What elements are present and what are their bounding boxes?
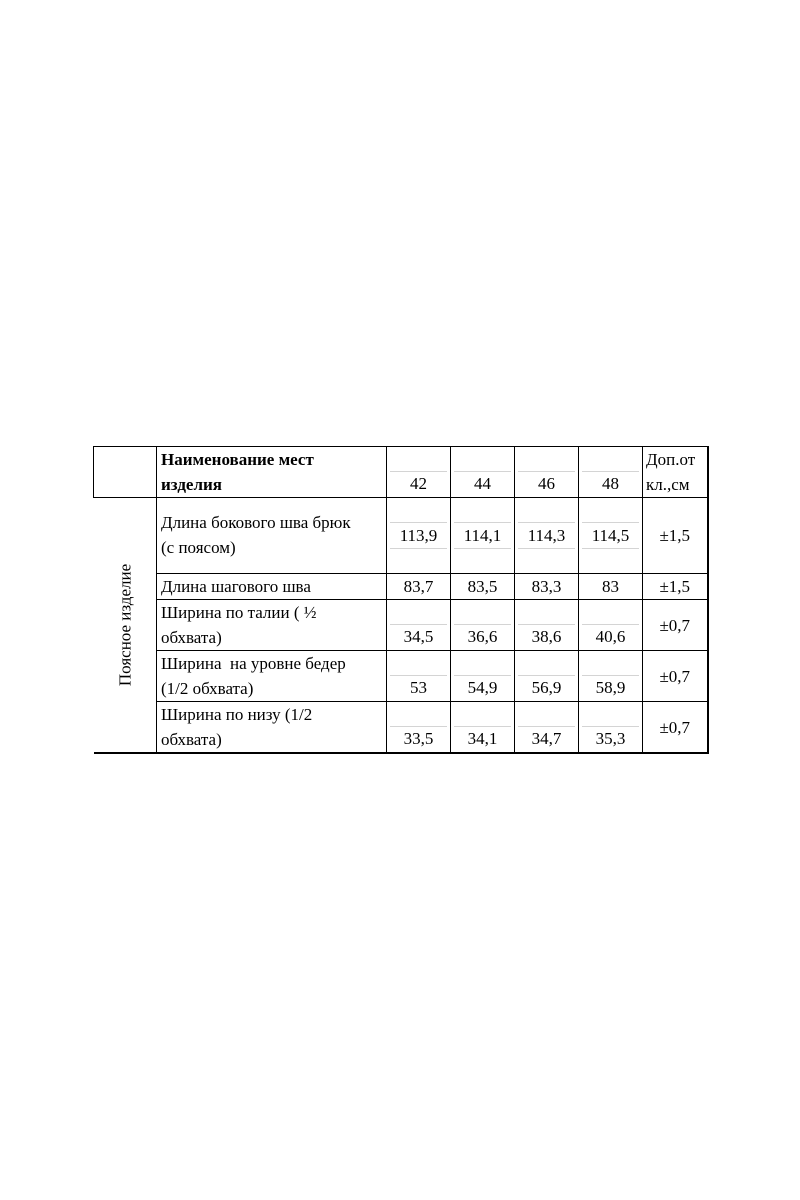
row-name-cell xyxy=(157,574,387,600)
tolerance-cell: ±0,7 xyxy=(643,651,708,702)
value-cell xyxy=(451,651,515,702)
value: 83 xyxy=(602,576,619,596)
value: 83,3 xyxy=(531,576,562,596)
header-size: 46 xyxy=(538,474,555,493)
header-tolerance-line1: Доп.от xyxy=(646,450,696,469)
value: 56,9 xyxy=(531,678,562,697)
group-cell xyxy=(94,498,157,754)
header-size: 44 xyxy=(474,474,491,493)
header-tolerance-line2: кл.,см xyxy=(646,475,690,494)
value: 54,9 xyxy=(467,678,498,697)
tolerance-cell: ±0,7 xyxy=(643,600,708,651)
corner-cell xyxy=(94,447,157,498)
row-name-cell xyxy=(157,498,387,574)
header-name-cell xyxy=(157,447,387,498)
header-size-cell xyxy=(515,447,579,498)
header-row xyxy=(94,447,708,498)
value-cell xyxy=(387,600,451,651)
value-cell xyxy=(579,651,643,702)
tolerance-cell: ±1,5 xyxy=(643,574,708,600)
value-cell xyxy=(387,498,451,574)
value: 114,1 xyxy=(463,525,502,545)
row-name-cell xyxy=(157,702,387,754)
row-name-line1: Ширина по низу (1/2 xyxy=(161,705,313,724)
size-table xyxy=(93,446,709,754)
row-name-line1: Длина шагового шва xyxy=(161,577,311,596)
group-label: Поясное изделие xyxy=(115,563,135,687)
value-cell xyxy=(515,498,579,574)
row-name-cell xyxy=(157,600,387,651)
row-name-line2: обхвата) xyxy=(161,628,222,647)
value: 53 xyxy=(410,678,427,697)
value-cell xyxy=(579,574,643,600)
value-cell xyxy=(515,574,579,600)
value-cell xyxy=(451,498,515,574)
value: 34,1 xyxy=(467,729,498,748)
value: 34,5 xyxy=(403,627,434,646)
value: 33,5 xyxy=(403,729,434,748)
tolerance-cell: ±0,7 xyxy=(643,702,708,754)
header-size-cell xyxy=(579,447,643,498)
header-size: 48 xyxy=(602,474,619,493)
value: 113,9 xyxy=(399,525,438,545)
value-cell xyxy=(579,702,643,754)
table-row xyxy=(94,651,708,702)
value: 38,6 xyxy=(531,627,562,646)
table-row xyxy=(94,600,708,651)
value: 40,6 xyxy=(595,627,626,646)
header-name-line2: изделия xyxy=(161,475,222,494)
value: 114,3 xyxy=(527,525,566,545)
table-row xyxy=(94,702,708,754)
value-cell xyxy=(579,498,643,574)
header-size: 42 xyxy=(410,474,427,493)
value-cell xyxy=(579,600,643,651)
value-cell xyxy=(451,702,515,754)
value-cell xyxy=(515,702,579,754)
value-cell xyxy=(387,702,451,754)
value: 36,6 xyxy=(467,627,498,646)
value: 35,3 xyxy=(595,729,626,748)
row-name-line1: Ширина по талии ( ½ xyxy=(161,603,317,622)
table-row xyxy=(94,498,708,574)
value-cell xyxy=(515,651,579,702)
value-cell xyxy=(451,574,515,600)
value: 114,5 xyxy=(591,525,630,545)
row-name-line1: Длина бокового шва брюк xyxy=(161,513,351,532)
header-size-cell xyxy=(387,447,451,498)
row-name-line2: (с поясом) xyxy=(161,538,236,557)
header-size-cell xyxy=(451,447,515,498)
value: 58,9 xyxy=(595,678,626,697)
row-name-line2: обхвата) xyxy=(161,730,222,749)
value-cell xyxy=(387,651,451,702)
table-row xyxy=(94,574,708,600)
value: 83,7 xyxy=(403,576,434,596)
row-name-cell xyxy=(157,651,387,702)
header-tolerance-cell xyxy=(643,447,708,498)
tolerance-cell: ±1,5 xyxy=(643,498,708,574)
value-cell xyxy=(515,600,579,651)
header-name-line1: Наименование мест xyxy=(161,450,314,469)
row-name-line2: (1/2 обхвата) xyxy=(161,679,254,698)
value-cell xyxy=(387,574,451,600)
row-name-line1: Ширина на уровне бедер xyxy=(161,654,346,673)
value-cell xyxy=(451,600,515,651)
value: 83,5 xyxy=(467,576,498,596)
value: 34,7 xyxy=(531,729,562,748)
